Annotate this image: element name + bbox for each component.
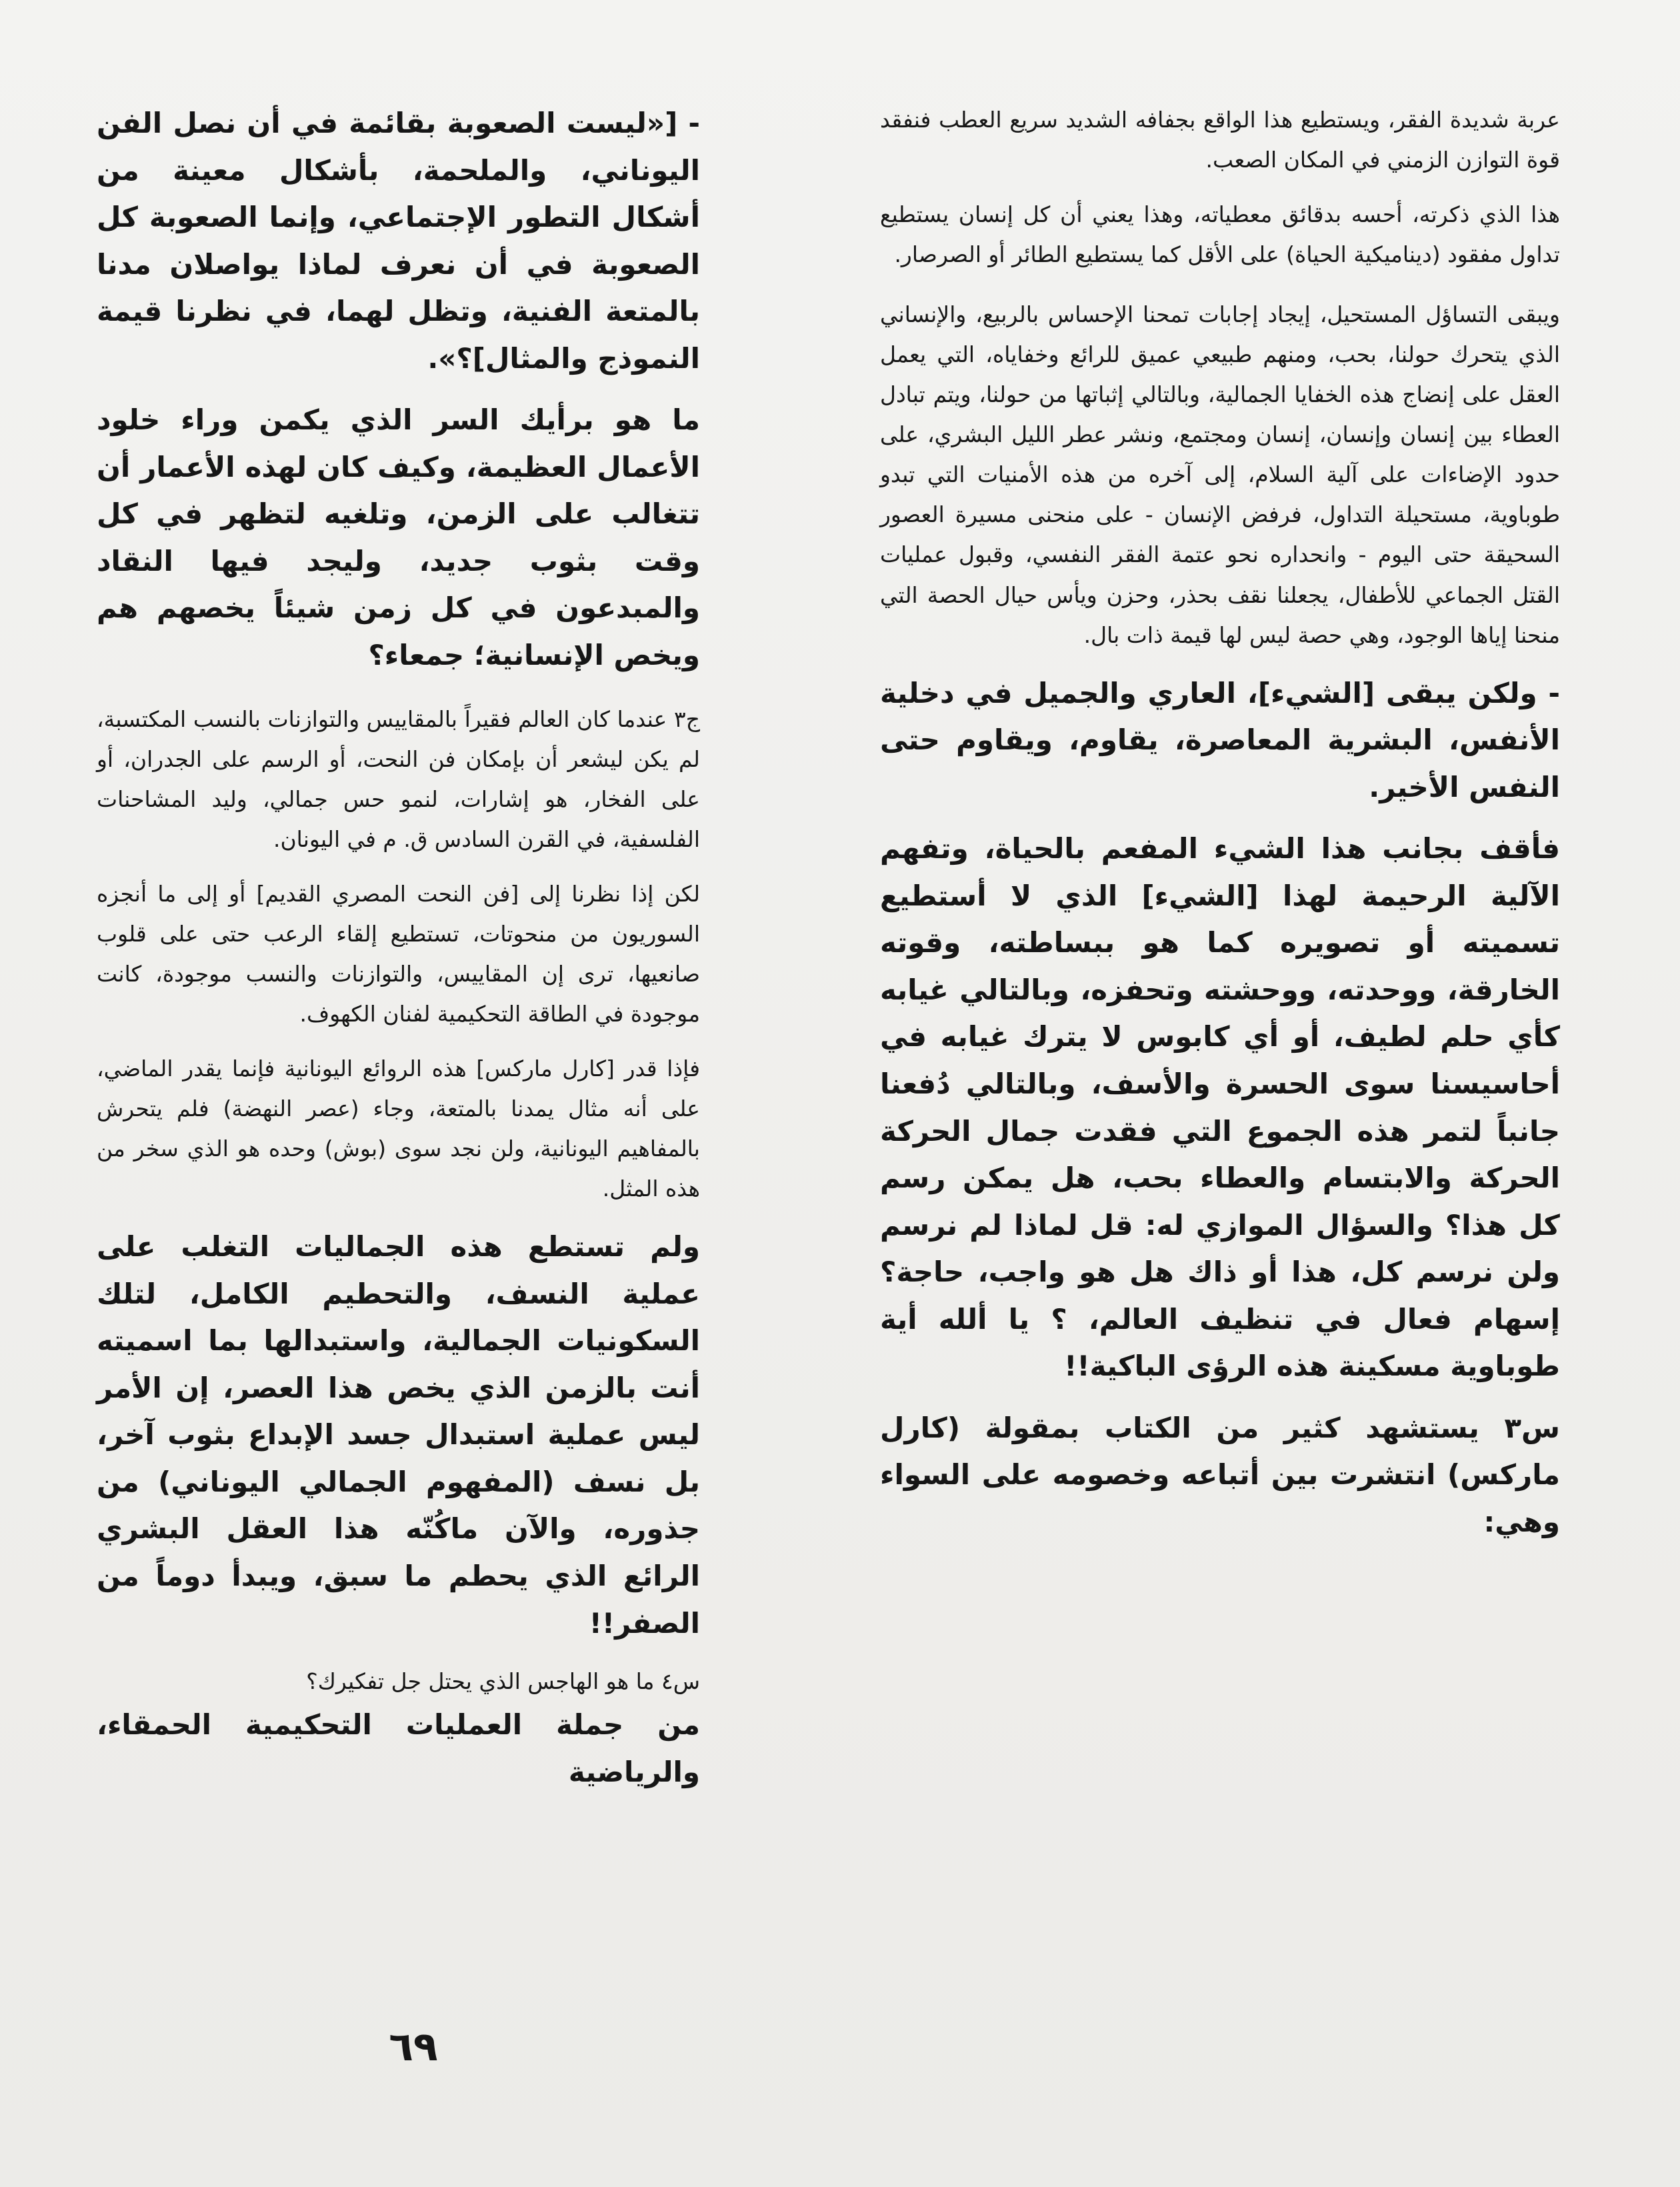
paragraph: عربة شديدة الفقر، ويستطيع هذا الواقع بجفافه الشديد سريع العطب فنفقد قوة التوازن الزمني في المكان الصعب. (880, 107, 1560, 173)
bold-paragraph: من جملة العمليات التحكيمية الحمقاء، والرياضية (97, 1708, 700, 1788)
bold-paragraph: فأقف بجانب هذا الشيء المفعم بالحياة، وتفهم الآلية الرحيمة لهذا [الشيء] الذي لا أستطيع تسميته أو تصويره كما هو ببساطته، وقوته الخارقة، ووحدته، ووحشته وتحفزه، وبالتالي غيابه كأي حلم لطيف، أو أي كابوس لا يترك غيابه في أحاسيسنا سوى الحسرة والأسف، وبالتالي دُفعنا جانباً لتمر هذه الجموع التي فقدت جمال الحركة الحركة والابتسام والعطاء بحب، هل يمكن رسم كل هذا؟ والسؤال الموازي له: قل لماذا لم نرسم ولن نرسم كل، هذا أو ذاك هل هو واجب، حاجة؟ إسهام فعال في تنظيف العالم، ؟ يا ألله أية طوباوية مسكينة هذه الرؤى الباكية!! (880, 832, 1560, 1383)
answer-paragraph: ج٣ عندما كان العالم فقيراً بالمقاييس والتوازنات بالنسب المكتسبة، لم يكن ليشعر أن بإمكان فن النحت، أو الرسم على الجدران، أو على الفخار، هو إشارات، لنمو حس جمالي، وليد المشاحنات الفلسفية، في القرن السادس ق. م في اليونان. (97, 705, 700, 852)
paragraph: ويبقى التساؤل المستحيل، إيجاد إجابات تمحنا الإحساس بالربيع، والإنساني الذي يتحرك حولنا، بحب، ومنهم طبيعي عميق للرائع وخفاياه، التي يعمل العقل على إنضاج هذه الخفايا الجمالية، وبالتالي إثباتها من حولنا، ويتم تبادل العطاء بين إنسان وإنسان، إنسان ومجتمع، ونشر عطر الليل البشري، على حدود الإضاءات على آلية السلام، إلى آخره من هذه الأمنيات التي تبدو طوباوية، مستحيلة التداول، فرفض الإنسان - على منحنى مسيرة العصور السحيقة حتى اليوم - وانحداره نحو عتمة الفقر النفسي، وقبول عمليات القتل الجماعي للأطفال، يجعلنا نقف بحذر، وحزن ويأس حيال الحصة التي منحنا إياها الوجود، وهي حصة ليس لها قيمة ذات بال. (880, 301, 1560, 648)
question-paragraph: س٣ يستشهد كثير من الكتاب بمقولة (كارل ماركس) انتشرت بين أتباعه وخصومه على السواء وهي: (880, 1411, 1560, 1538)
bold-paragraph: ولم تستطع هذه الجماليات التغلب على عملية النسف، والتحطيم الكامل، لتلك السكونيات الجمالية، واستبدالها بما اسميته أنت بالزمن الذي يخص هذا العصر، إن الأمر ليس عملية استبدال جسد الإبداع بثوب آخر، بل نسف (المفهوم الجمالي اليوناني) من جذوره، والآن ماكُنّه هذا العقل البشري الرائع الذي يحطم ما سبق، ويبدأ دوماً من الصفر!! (97, 1230, 700, 1640)
right-column (880, 100, 1560, 1546)
paragraph: هذا الذي ذكرته، أحسه بدقائق معطياته، وهذا يعني أن كل إنسان يستطيع تداول مفقود (ديناميكية الحياة) على الأقل كما يستطيع الطائر أو الصرصار. (880, 201, 1560, 268)
question-paragraph: ما هو برأيك السر الذي يكمن وراء خلود الأعمال العظيمة، وكيف كان لهذه الأعمار أن تتغالب على الزمن، وتلغيه لتظهر في كل وقت بثوب جديد، وليجد فيها النقاد والمبدعون في كل زمن شيئاً يخصهم هم ويخص الإنسانية؛ جمعاء؟ (97, 403, 700, 672)
quote-paragraph: - [«ليست الصعوبة بقائمة في أن نصل الفن اليوناني، والملحمة، بأشكال معينة من أشكال التطور الإجتماعي، وإنما الصعوبة كل الصعوبة في أن نعرف لماذا يواصلان مدنا بالمتعة الفنية، وتظل لهما، في نظرنا قيمة النموذج والمثال]؟». (97, 107, 700, 375)
bold-paragraph: - ولكن يبقى [الشيء]، العاري والجميل في دخلية الأنفس، البشرية المعاصرة، يقاوم، ويقاوم حتى النفس الأخير. (880, 676, 1560, 803)
left-column (97, 100, 700, 1796)
page-number: ٦٩ (389, 2024, 438, 2070)
question-paragraph: س٤ ما هو الهاجس الذي يحتل جل تفكيرك؟ (306, 1668, 700, 1695)
paragraph: فإذا قدر [كارل ماركس] هذه الروائع اليونانية فإنما يقدر الماضي، على أنه مثال يمدنا بالمتعة، وجاء (عصر النهضة) فلم يتحرش بالمفاهيم اليونانية، ولن نجد سوى (بوش) وحده هو الذي سخر من هذه المثل. (97, 1055, 700, 1202)
paragraph: لكن إذا نظرنا إلى [فن النحت المصري القديم] أو إلى ما أنجزه السوريون من منحوتات، تستطيع إلقاء الرعب حتى على قلوب صانعيها، ترى إن المقاييس، والتوازنات والنسب موجودة، كانت موجودة في الطاقة التحكيمية لفنان الكهوف. (97, 880, 700, 1027)
